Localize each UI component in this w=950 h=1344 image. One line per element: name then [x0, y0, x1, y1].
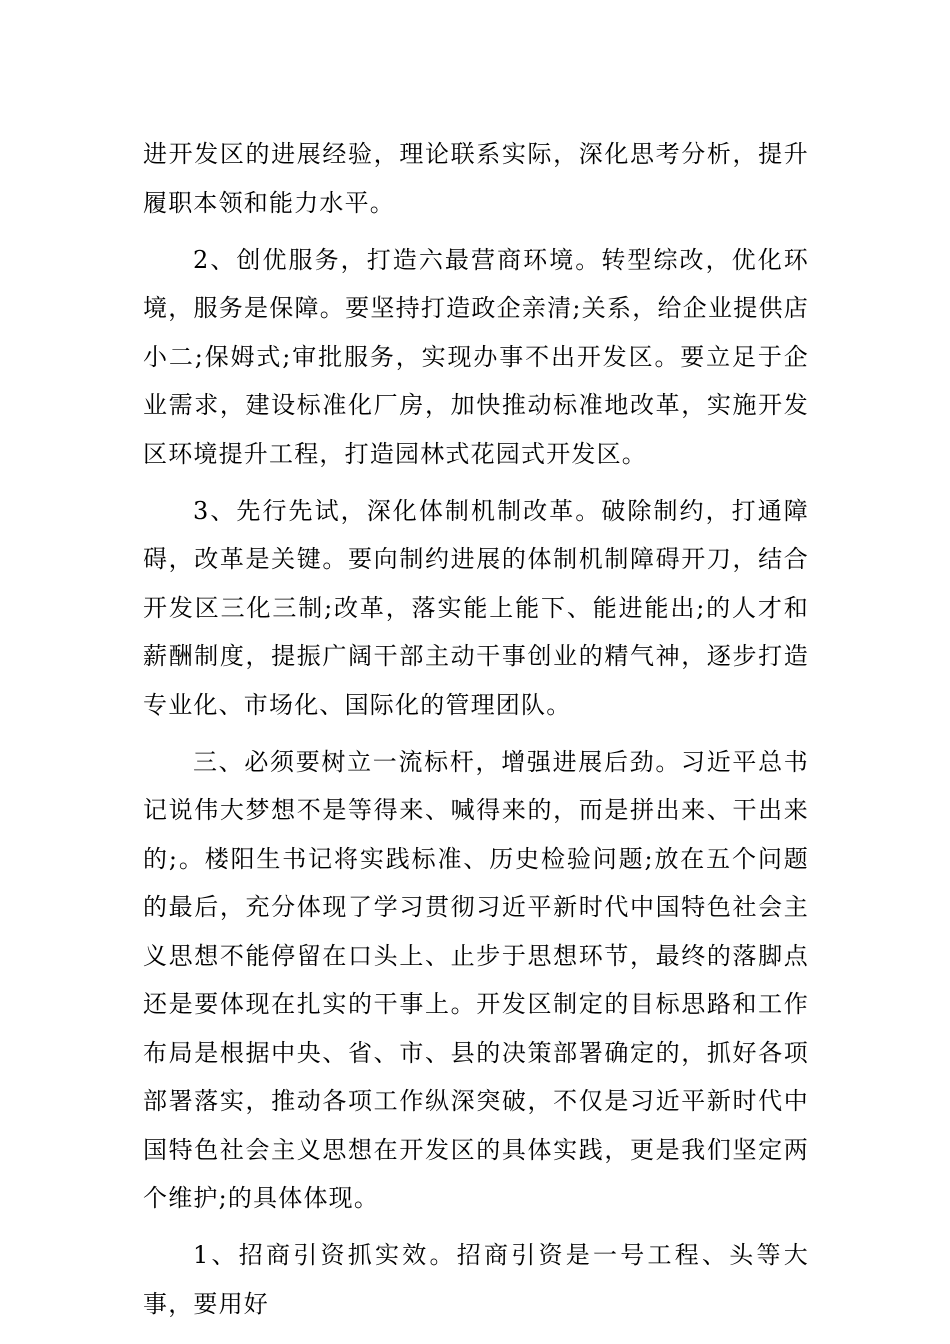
- paragraph-5: 1、招商引资抓实效。招商引资是一号工程、头等大事，要用好: [143, 1241, 809, 1318]
- paragraph-1: 进开发区的进展经验，理论联系实际，深化思考分析，提升履职本领和能力水平。: [143, 140, 809, 217]
- paragraph-4: 三、必须要树立一流标杆，增强进展后劲。习近平总书记说伟大梦想不是等得来、喊得来的，而是拼出来、干出来的;。楼阳生书记将实践标准、历史检验问题;放在五个问题的最后，充分体现了学习贯彻习近平新时代中国特色社会主义思想不能停留在口头上、止步于思想环节，最终的落脚点还是要体现在扎实的干事上。开发区制定的目标思路和工作布局是根据中央、省、市、县的决策部署确定的，抓好各项部署落实，推动各项工作纵深突破，不仅是习近平新时代中国特色社会主义思想在开发区的具体实践，更是我们坚定两个维护;的具体体现。: [143, 747, 809, 1212]
- document-page: [143, 130, 809, 1337]
- paragraph-2: 2、创优服务，打造六最营商环境。转型综改，优化环境，服务是保障。要坚持打造政企亲清;关系，给企业提供店小二;保姆式;审批服务，实现办事不出开发区。要立足于企业需求，建设标准化厂房，加快推动标准地改革，实施开发区环境提升工程，打造园林式花园式开发区。: [143, 245, 809, 468]
- paragraph-3: 3、先行先试，深化体制机制改革。破除制约，打通障碍，改革是关键。要向制约进展的体制机制障碍开刀，结合开发区三化三制;改革，落实能上能下、能进能出;的人才和薪酬制度，提振广阔干部主动干事创业的精气神，逐步打造专业化、市场化、国际化的管理团队。: [143, 496, 809, 719]
